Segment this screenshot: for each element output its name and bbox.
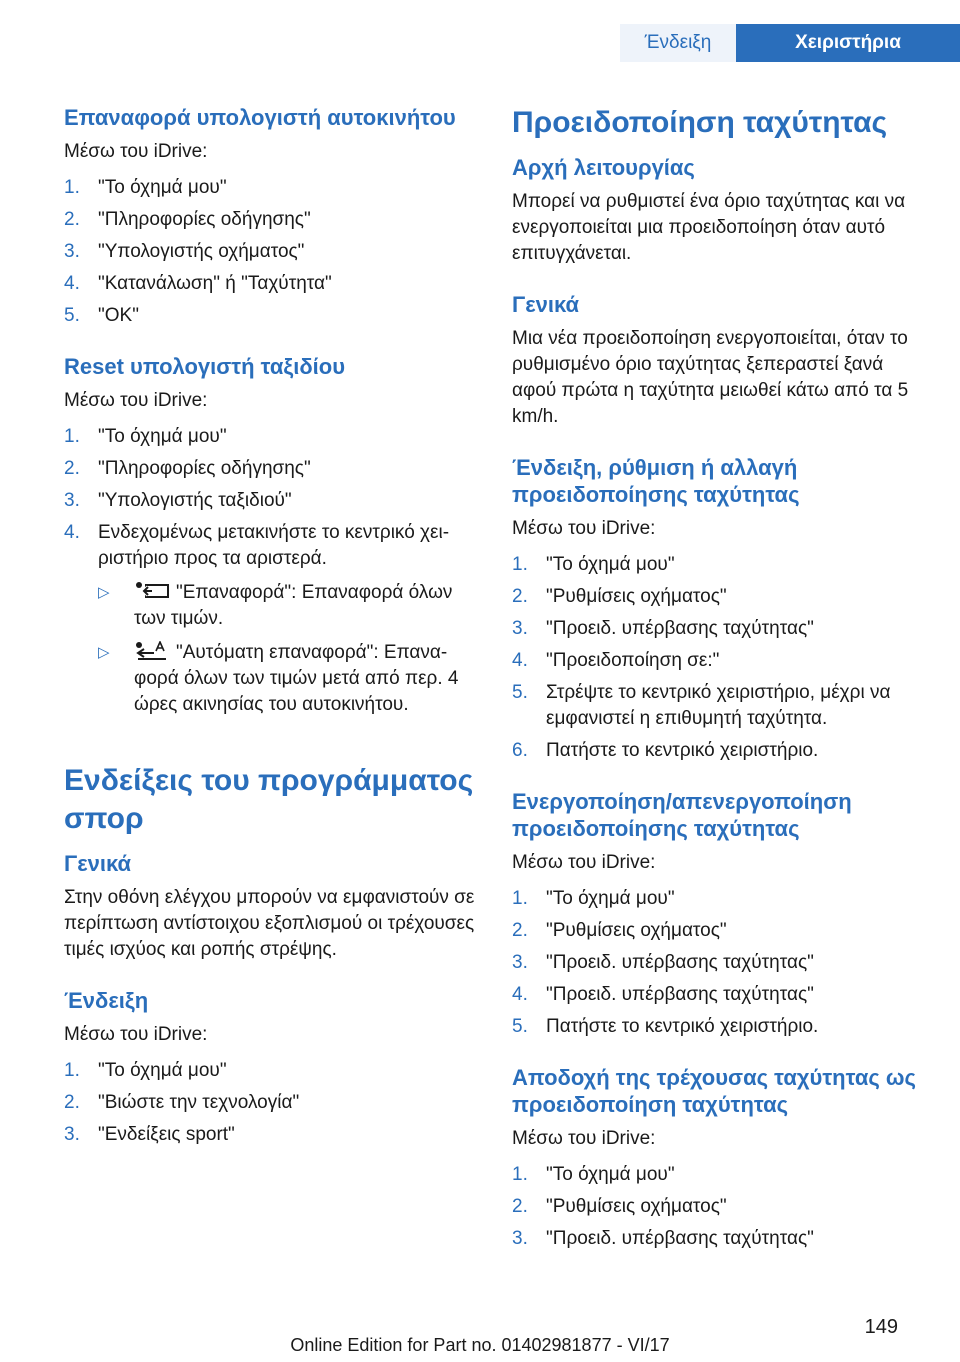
list-item: 1. "Το όχημά μου" <box>64 426 227 447</box>
reset-icon <box>134 581 170 601</box>
steps-list <box>512 552 922 764</box>
heading-reset-car-computer: Επαναφορά υπολογιστή αυτοκινήτου <box>64 105 456 130</box>
list-item: 3. "Προειδ. υπέρβασης ταχύτητας" <box>512 1228 814 1249</box>
list-item: 3. "Υπολογιστής ταξιδιού" <box>64 490 292 511</box>
list-item: 1. "Το όχημά μου" <box>512 554 675 575</box>
list-item: 2. "Πληροφορίες οδήγησης" <box>64 458 311 479</box>
steps-list <box>512 1162 922 1252</box>
footer-edition: Online Edition for Part no. 01402981877 - VI/17 <box>290 1335 670 1355</box>
intro-text: Μέσω του iDrive: <box>64 390 208 411</box>
paragraph-general: Στην οθόνη ελέγχου μπορούν να εμφανιστούν σε περίπτωση αντίστοιχου εξοπλισμού οι τρέχουσες τιμές ισχύος και ροπής στρέψης. <box>64 887 475 960</box>
page-number: 149 <box>864 1316 898 1338</box>
list-item: 4. "Κατανάλωση" ή "Ταχύτητα" <box>64 273 332 294</box>
heading-activate-deactivate: Ενεργοποίηση/απενεργοποίηση προειδοποίησης ταχύτητας <box>512 789 852 841</box>
right-column <box>512 104 922 1262</box>
heading-accept-current-speed: Αποδοχή της τρέχουσας ταχύτητας ως προειδοποίηση ταχύτητας <box>512 1065 916 1117</box>
list-item: 5. Πατήστε το κεντρικό χειριστήριο. <box>512 1016 819 1037</box>
heading-general: Γενικά <box>64 851 132 876</box>
list-item: 1. "Το όχημά μου" <box>512 888 675 909</box>
list-item: 5. "OK" <box>64 305 139 326</box>
steps-list <box>64 175 484 329</box>
list-item: 1. "Το όχημά μου" <box>64 1060 227 1081</box>
intro-text: Μέσω του iDrive: <box>64 1024 208 1045</box>
list-item: 6. Πατήστε το κεντρικό χειριστήριο. <box>512 740 819 761</box>
list-item: 4. Ενδεχομένως μετακινήστε το κεντρικό χειριστήριο προς τα αριστερά. ▷ "Επαναφορά": Επαναφορά όλων των τιμών. ▷ "Αυτόματη επαναφορά": Επαναφορά όλων των τιμών μετά από περ. 4 ώρες ακινησίας του αυτοκινήτου. <box>64 520 484 718</box>
intro-text: Μέσω του iDrive: <box>512 1128 656 1149</box>
option-item: ▷ "Επαναφορά": Επαναφορά όλων των τιμών. <box>98 582 453 629</box>
option-item: ▷ "Αυτόματη επαναφορά": Επαναφορά όλων των τιμών μετά από περ. 4 ώρες ακινησίας του αυτοκινήτου. <box>98 642 459 715</box>
list-item: 2. "Ρυθμίσεις οχήματος" <box>512 920 727 941</box>
heading-reset-trip-computer: Reset υπολογιστή ταξιδίου <box>64 354 346 379</box>
heading-general: Γενικά <box>512 292 580 317</box>
list-item: 3. "Προειδ. υπέρβασης ταχύτητας" <box>512 618 814 639</box>
page-header <box>0 24 960 62</box>
list-item: 3. "Ενδείξεις sport" <box>64 1124 235 1145</box>
list-item: 2. "Πληροφορίες οδήγησης" <box>64 209 311 230</box>
list-item: 4. "Προειδ. υπέρβασης ταχύτητας" <box>512 984 814 1005</box>
list-item: 2. "Ρυθμίσεις οχήματος" <box>512 586 727 607</box>
steps-list <box>512 886 922 1040</box>
left-column <box>64 104 484 1158</box>
section-title-speed-warning: Προειδοποίηση ταχύτητας <box>512 106 888 139</box>
auto-reset-icon <box>134 641 170 661</box>
list-item: 1. "Το όχημά μου" <box>512 1164 675 1185</box>
intro-text: Μέσω του iDrive: <box>64 141 208 162</box>
list-item: 5. Στρέψτε το κεντρικό χειριστήριο, μέχρι να εμφανιστεί η επιθυμητή ταχύτητα. <box>512 682 891 729</box>
steps-list <box>64 1058 484 1148</box>
header-chapter-tab: Χειριστήρια <box>736 24 960 62</box>
list-item: 3. "Προειδ. υπέρβασης ταχύτητας" <box>512 952 814 973</box>
list-item: 3. "Υπολογιστής οχήματος" <box>64 241 305 262</box>
intro-text: Μέσω του iDrive: <box>512 852 656 873</box>
heading-display-set-change: Ένδειξη, ρύθμιση ή αλλαγή προειδοποίησης ταχύτητας <box>512 455 800 507</box>
list-item: 2. "Ρυθμίσεις οχήματος" <box>512 1196 727 1217</box>
steps-list <box>64 424 484 718</box>
paragraph-principle: Μπορεί να ρυθμιστεί ένα όριο ταχύτητας και να ενεργοποιείται μια προειδοποίηση όταν αυτό επιτυγχάνεται. <box>512 191 906 264</box>
paragraph-general: Μια νέα προειδοποίηση ενεργοποιείται, όταν το ρυθμισμένο όριο ταχύτητας ξεπεραστεί ξανά αφού πρώτα η ταχύτητα μειωθεί κάτω από τα 5 km/h. <box>512 328 909 427</box>
list-item: 4. "Προειδοποίηση σε:" <box>512 650 720 671</box>
section-title-sport-displays: Ενδείξεις του προγράμματος σπορ <box>64 764 474 835</box>
list-item: 1. "Το όχημά μου" <box>64 177 227 198</box>
intro-text: Μέσω του iDrive: <box>512 518 656 539</box>
list-item: 2. "Βιώστε την τεχνολογία" <box>64 1092 300 1113</box>
options-list <box>98 580 484 718</box>
heading-display: Ένδειξη <box>64 988 149 1013</box>
heading-principle: Αρχή λειτουργίας <box>512 155 695 180</box>
header-section-tab: Ένδειξη <box>620 24 736 62</box>
